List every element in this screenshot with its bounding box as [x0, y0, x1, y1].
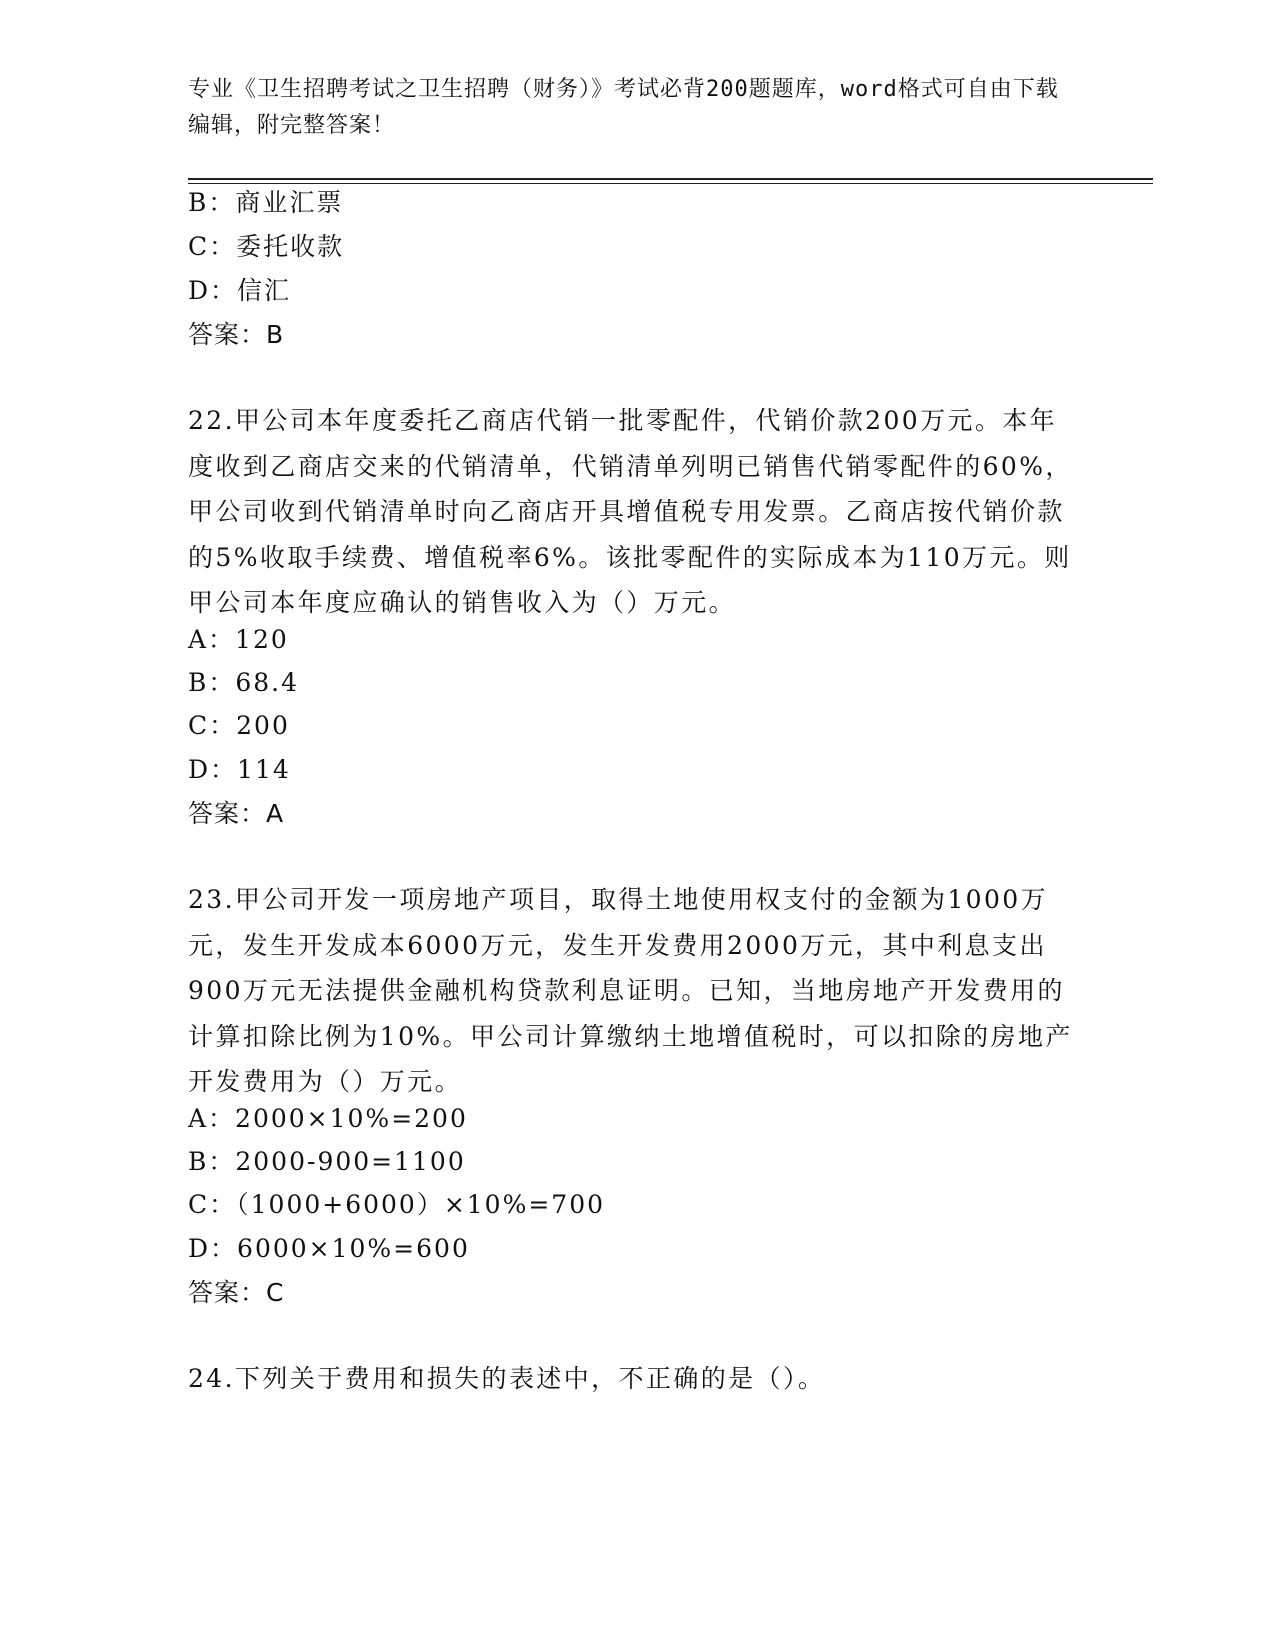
header-divider-thick: [188, 178, 1153, 180]
q22-option-b: B：68.4: [188, 668, 300, 697]
q23-stem: 23.甲公司开发一项房地产项目，取得土地使用权支付的金额为1000万元，发生开发成本6000万元，发生开发费用2000万元，其中利息支出900万元无法提供金融机构贷款利息证明。已知，当地房地产开发费用的计算扣除比例为10%。甲公司计算缴纳土地增值税时，可以扣除的房地产开发费用为（）万元。: [188, 885, 1073, 1096]
q22-option-c: C：200: [188, 711, 290, 740]
prev-option-b: B：商业汇票: [188, 188, 344, 217]
q22-answer: 答案：A: [188, 799, 285, 828]
q23-option-b: B：2000-900=1100: [188, 1147, 466, 1176]
q22-option-a: A：120: [188, 625, 289, 654]
q23-option-d: D：6000×10%=600: [188, 1234, 470, 1263]
q23-option-a: A：2000×10%=200: [188, 1104, 468, 1133]
q22-stem: 22.甲公司本年度委托乙商店代销一批零配件，代销价款200万元。本年度收到乙商店交来的代销清单，代销清单列明已销售代销零配件的60%，甲公司收到代销清单时向乙商店开具增值税专用发票。乙商店按代销价款的5%收取手续费、增值税率6%。该批零配件的实际成本为110万元。则甲公司本年度应确认的销售收入为（）万元。: [188, 406, 1073, 617]
prev-option-d: D：信汇: [188, 276, 292, 305]
document-header: 专业《卫生招聘考试之卫生招聘（财务）》考试必背200题题库，word格式可自由下载编辑，附完整答案！: [188, 77, 1059, 138]
q23-answer: 答案：C: [188, 1278, 285, 1307]
prev-answer: 答案：B: [188, 320, 285, 349]
q23-option-c: C：（1000+6000）×10%=700: [188, 1190, 606, 1219]
header-divider-thin: [188, 183, 1153, 184]
prev-option-c: C：委托收款: [188, 232, 345, 261]
q22-option-d: D：114: [188, 755, 291, 784]
q24-stem: 24.下列关于费用和损失的表述中，不正确的是（）。: [188, 1364, 826, 1393]
